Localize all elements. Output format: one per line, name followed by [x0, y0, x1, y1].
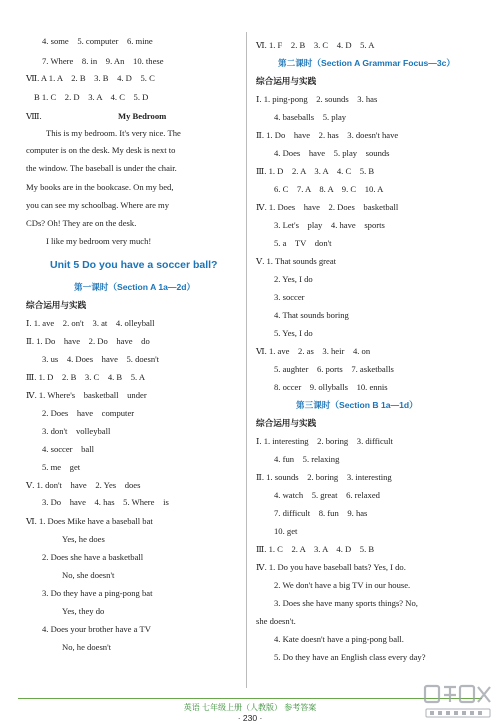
- left-answer-line: computer is on the desk. My desk is next to: [26, 145, 176, 155]
- left-answer-line: B 1. C 2. D 3. A 4. C 5. D: [34, 92, 149, 102]
- left-answer-line: 4. soccer ball: [42, 444, 95, 454]
- right-answer-line: Ⅵ. 1. ave 2. as 3. heir 4. on: [256, 346, 371, 356]
- right-answer-line: Ⅱ. 1. sounds 2. boring 3. interesting: [256, 472, 392, 482]
- right-answer-line: 第二课时（Section A Grammar Focus—3c）: [278, 58, 456, 68]
- right-answer-line: 4. Kate doesn't have a ping-pong ball.: [274, 634, 404, 644]
- right-answer-line: Ⅲ. 1. D 2. A 3. A 4. C 5. B: [256, 166, 375, 176]
- left-answer-line: Yes, he does: [62, 534, 105, 544]
- right-answer-line: 4. Does have 5. play sounds: [274, 148, 390, 158]
- left-answer-line: CDs? Oh! They are on the desk.: [26, 218, 137, 228]
- footer-rule: [18, 698, 482, 699]
- right-answer-line: 6. C 7. A 8. A 9. C 10. A: [274, 184, 384, 194]
- right-answer-line: 8. occer 9. ollyballs 10. ennis: [274, 382, 388, 392]
- right-answer-line: Ⅴ. 1. That sounds great: [256, 256, 337, 266]
- left-answer-line: 7. Where 8. in 9. An 10. these: [42, 56, 164, 66]
- right-answer-line: Ⅵ. 1. F 2. B 3. C 4. D 5. A: [256, 40, 375, 50]
- right-answer-line: Ⅰ. 1. ping-pong 2. sounds 3. has: [256, 94, 378, 104]
- left-answer-line: 3. Do they have a ping-pong bat: [42, 588, 153, 598]
- right-answer-line: Ⅰ. 1. interesting 2. boring 3. difficult: [256, 436, 393, 446]
- right-answer-line: 3. soccer: [274, 292, 305, 302]
- right-answer-line: 5. a TV don't: [274, 238, 332, 248]
- left-answer-line: 综合运用与实践: [26, 300, 87, 310]
- left-answer-line: 第一课时（Section A 1a—2d）: [74, 282, 196, 292]
- left-answer-line: the window. The baseball is under the chair.: [26, 163, 177, 173]
- left-answer-line: Unit 5 Do you have a soccer ball?: [50, 259, 218, 271]
- right-answer-line: 5. Yes, I do: [274, 328, 313, 338]
- left-answer-line: 2. Does she have a basketball: [42, 552, 144, 562]
- right-answer-line: 2. Yes, I do: [274, 274, 313, 284]
- right-answer-line: 5. Do they have an English class every day?: [274, 652, 426, 662]
- left-answer-line: Ⅶ. A 1. A 2. B 3. B 4. D 5. C: [26, 73, 155, 83]
- left-answer-line: 4. some 5. computer 6. mine: [42, 36, 153, 46]
- right-answer-line: she doesn't.: [256, 616, 296, 626]
- left-answer-line: 3. us 4. Does have 5. doesn't: [42, 354, 160, 364]
- left-answer-line: Ⅴ. 1. don't have 2. Yes does: [26, 480, 141, 490]
- left-answer-line: No, he doesn't: [62, 642, 112, 652]
- footer-title: 英语 七年级上册（人教版） 参考答案: [183, 703, 317, 712]
- right-answer-line: 3. Does she have many sports things? No,: [274, 598, 418, 608]
- left-answer-line: Ⅰ. 1. ave 2. on't 3. at 4. olleyball: [26, 318, 155, 328]
- right-answer-line: 4. baseballs 5. play: [274, 112, 347, 122]
- left-answer-line: My Bedroom: [118, 111, 167, 121]
- left-answer-line: Ⅳ. 1. Where's basketball under: [26, 390, 147, 400]
- right-answer-line: 综合运用与实践: [256, 418, 317, 428]
- left-answer-line: 5. me get: [42, 462, 81, 472]
- left-answer-line: 3. Do have 4. has 5. Where is: [42, 497, 169, 507]
- left-answer-line: No, she doesn't: [62, 570, 115, 580]
- right-answer-line: 7. difficult 8. fun 9. has: [274, 508, 368, 518]
- right-answer-line: Ⅱ. 1. Do have 2. has 3. doesn't have: [256, 130, 399, 140]
- right-answer-line: Ⅳ. 1. Does have 2. Does basketball: [256, 202, 399, 212]
- right-answer-line: 4. watch 5. great 6. relaxed: [274, 490, 380, 500]
- left-answer-line: 4. Does your brother have a TV: [42, 624, 151, 634]
- left-answer-line: This is my bedroom. It's very nice. The: [46, 128, 181, 138]
- left-answer-line: Ⅱ. 1. Do have 2. Do have do: [26, 336, 150, 346]
- left-answer-line: Ⅵ. 1. Does Mike have a baseball bat: [26, 516, 153, 526]
- column-divider: [246, 32, 247, 688]
- watermark-logo: [422, 683, 494, 721]
- right-answer-line: 第三课时（Section B 1a—1d）: [296, 400, 418, 410]
- right-answer-line: Ⅳ. 1. Do you have baseball bats? Yes, I do.: [256, 562, 406, 572]
- left-answer-line: Ⅷ.: [26, 111, 42, 121]
- left-answer-line: you can see my schoolbag. Where are my: [26, 200, 170, 210]
- right-answer-line: 5. aughter 6. ports 7. asketballs: [274, 364, 394, 374]
- right-answer-line: 2. We don't have a big TV in our house.: [274, 580, 411, 590]
- left-answer-line: 3. don't volleyball: [42, 426, 111, 436]
- right-answer-line: 3. Let's play 4. have sports: [274, 220, 385, 230]
- left-answer-line: My books are in the bookcase. On my bed,: [26, 182, 174, 192]
- right-answer-line: Ⅲ. 1. C 2. A 3. A 4. D 5. B: [256, 544, 375, 554]
- left-answer-line: I like my bedroom very much!: [46, 236, 152, 246]
- left-answer-line: 2. Does have computer: [42, 408, 135, 418]
- left-answer-line: Yes, they do: [62, 606, 105, 616]
- page-number: · 230 ·: [237, 713, 263, 723]
- right-answer-line: 4. fun 5. relaxing: [274, 454, 340, 464]
- right-answer-line: 10. get: [274, 526, 298, 536]
- right-answer-line: 4. That sounds boring: [274, 310, 349, 320]
- right-answer-line: 综合运用与实践: [256, 76, 317, 86]
- left-answer-line: Ⅲ. 1. D 2. B 3. C 4. B 5. A: [26, 372, 146, 382]
